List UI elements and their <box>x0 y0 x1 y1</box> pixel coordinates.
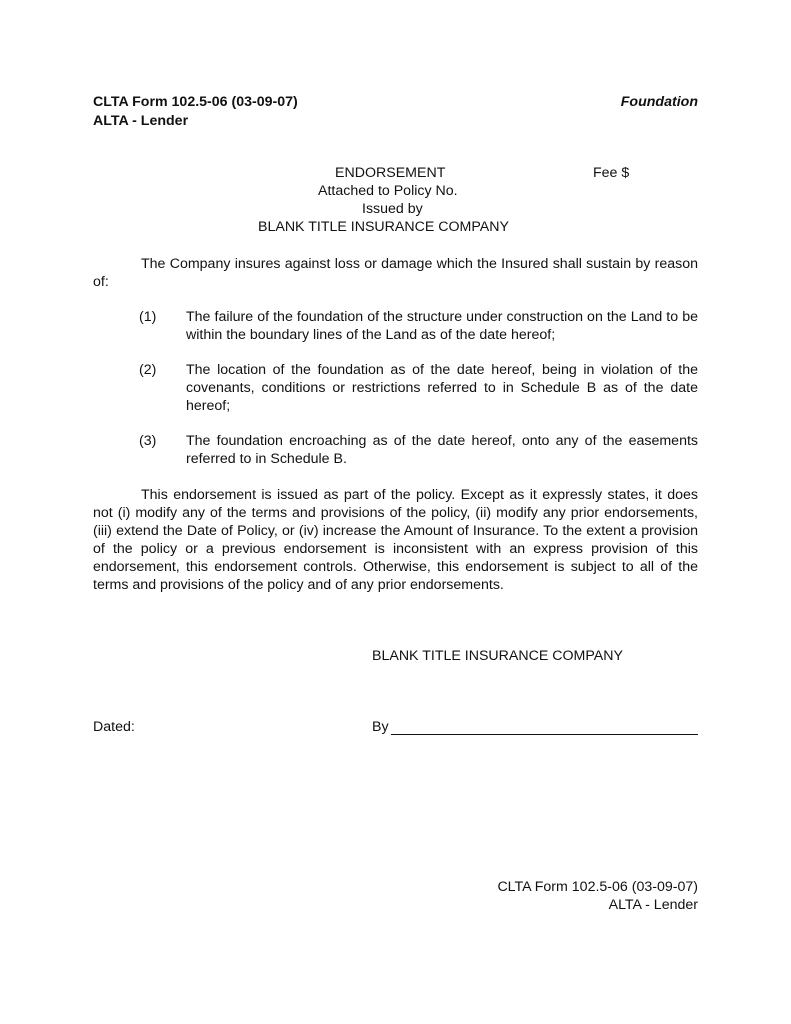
dated-label: Dated: <box>93 719 135 735</box>
signature-underline <box>391 734 698 735</box>
attached-to-policy: Attached to Policy No. <box>318 183 458 199</box>
item-number: (3) <box>139 433 157 449</box>
form-number: CLTA Form 102.5-06 (03-09-07) <box>93 94 298 110</box>
fee-label: Fee $ <box>593 165 630 181</box>
form-title: Foundation <box>620 94 698 110</box>
item-text: The foundation encroaching as of the date hereof, onto any of the easements referred to in Schedule B. <box>186 433 698 467</box>
by-label: By <box>372 719 389 735</box>
issuing-company: BLANK TITLE INSURANCE COMPANY <box>258 219 509 235</box>
item-text: The failure of the foundation of the structure under construction on the Land to be within the boundary lines of the Land as of the date hereof; <box>186 309 698 343</box>
endorsement-title: ENDORSEMENT <box>335 165 446 181</box>
form-type: ALTA - Lender <box>93 113 189 129</box>
issued-by: Issued by <box>362 201 423 217</box>
item-number: (2) <box>139 362 157 378</box>
form-footer <box>497 878 698 914</box>
signature-line <box>372 718 698 736</box>
item-number: (1) <box>139 309 157 325</box>
footer-form-type: ALTA - Lender <box>608 897 698 913</box>
footer-form-number: CLTA Form 102.5-06 (03-09-07) <box>497 879 698 895</box>
form-header <box>93 93 298 131</box>
intro-paragraph: The Company insures against loss or damage which the Insured shall sustain by reason of: <box>93 256 698 290</box>
signature-company: BLANK TITLE INSURANCE COMPANY <box>372 648 623 664</box>
item-text: The location of the foundation as of the date hereof, being in violation of the covenants, conditions or restrictions referred to in Schedule B as of the date hereof; <box>186 362 698 414</box>
closing-paragraph: This endorsement is issued as part of the policy. Except as it expressly states, it does not (i) modify any of the terms and provisions of the policy, (ii) modify any prior endorsements, (iii) extend the Date of Policy, or (iv) increase the Amount of Insurance. To the extent a provision of the policy or a previous endorsement is inconsistent with an express provision of this endorsement, this endorsement controls. Otherwise, this endorsement is subject to all of the terms and provisions of the policy and of any prior endorsements. <box>93 487 698 593</box>
